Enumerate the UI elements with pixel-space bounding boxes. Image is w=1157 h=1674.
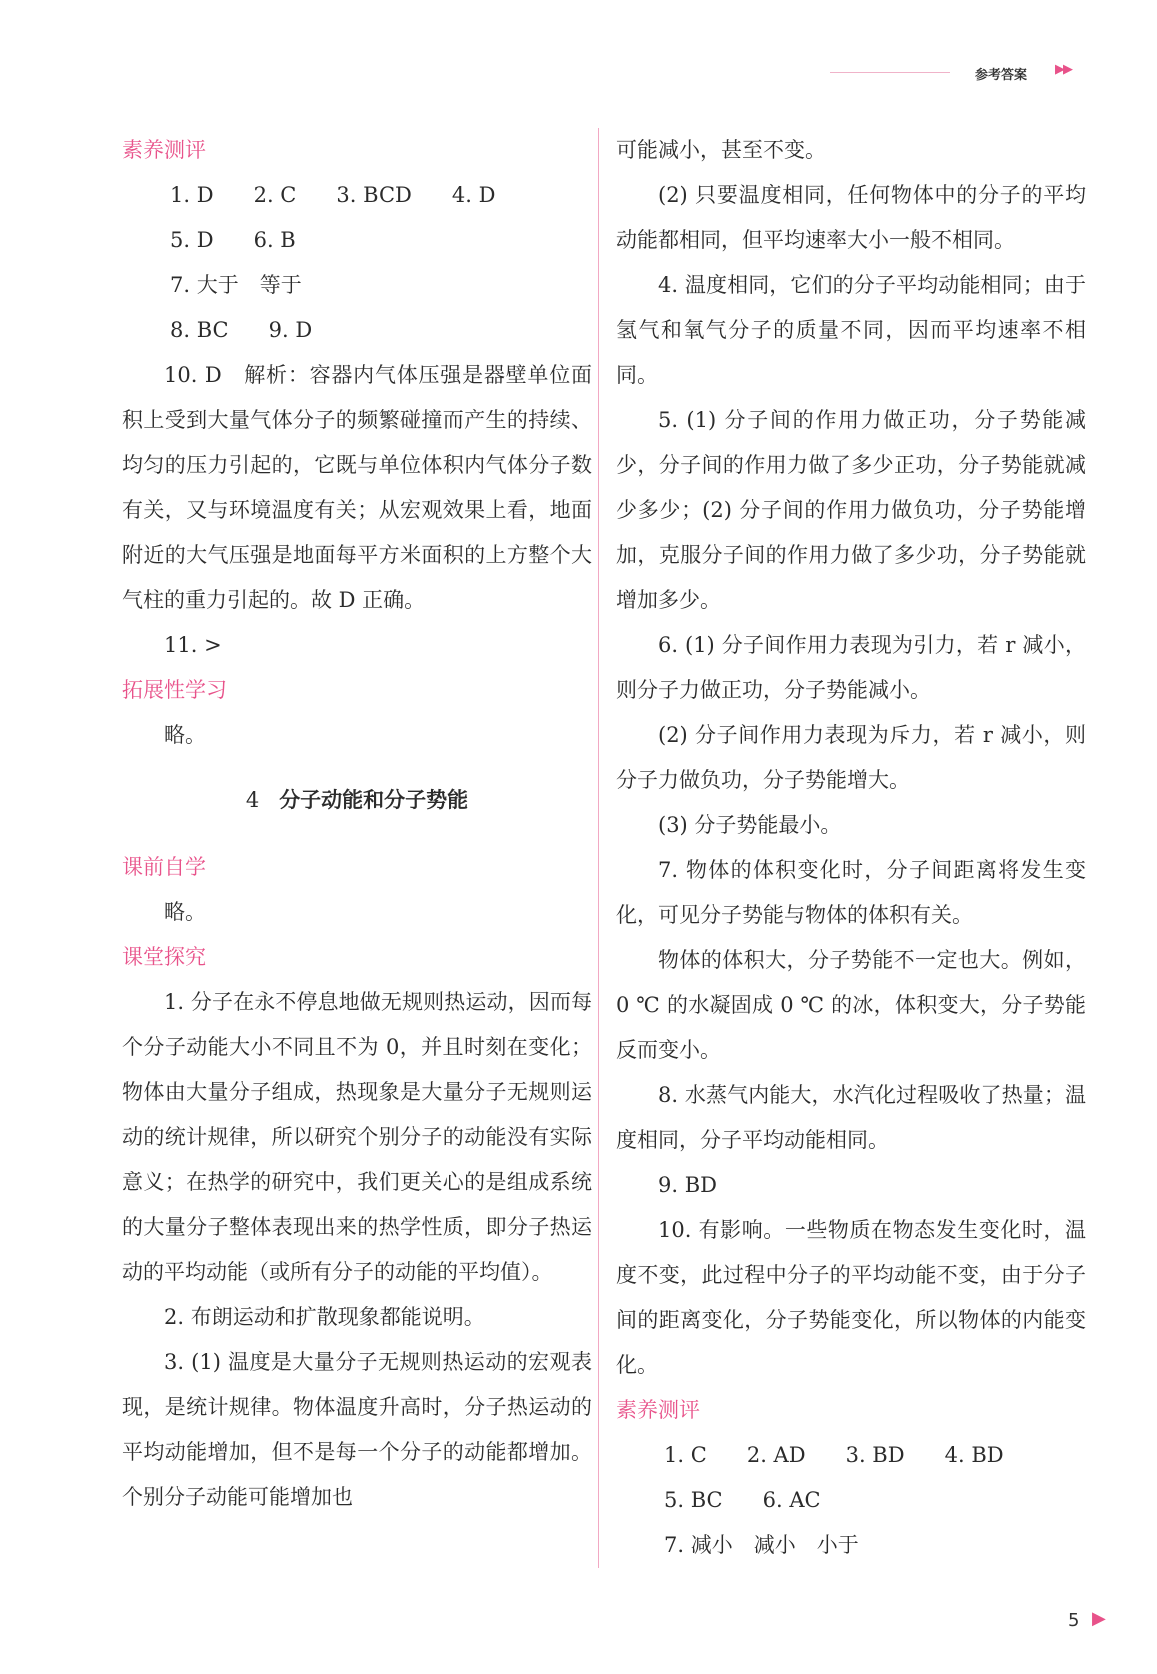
left-column bbox=[122, 128, 592, 1520]
explore-answer-4: 4. 温度相同，它们的分子平均动能相同；由于氢气和氧气分子的质量不同，因而平均速率不相同。 bbox=[616, 273, 1086, 387]
explore-answer-6-part2: (2) 分子间作用力表现为斥力，若 r 减小，则分子力做负功，分子势能增大。 bbox=[616, 723, 1086, 792]
heading-keqian-zixue: 课前自学 bbox=[122, 855, 206, 879]
section-title bbox=[122, 778, 592, 823]
explore-answer-6-part3: (3) 分子势能最小。 bbox=[658, 813, 842, 837]
answer-row: 5. D 6. B bbox=[170, 228, 296, 252]
answer-row: 7. 大于 等于 bbox=[170, 273, 302, 297]
answer-row: 7. 减小 减小 小于 bbox=[664, 1533, 859, 1557]
answer-11: 11. > bbox=[164, 633, 222, 657]
heading-ketang-tanjiu: 课堂探究 bbox=[122, 945, 206, 969]
omitted-note: 略。 bbox=[164, 723, 206, 747]
header-rule bbox=[830, 72, 950, 73]
heading-tuozhan-xuexi: 拓展性学习 bbox=[122, 678, 227, 702]
heading-suyang-ceping: 素养测评 bbox=[122, 138, 206, 162]
page-header bbox=[830, 62, 1090, 86]
explore-answer-3-part2: (2) 只要温度相同，任何物体中的分子的平均动能都相同，但平均速率大小一般不相同。 bbox=[616, 183, 1086, 252]
explore-answer-9: 9. BD bbox=[658, 1173, 717, 1197]
section-heading: 分子动能和分子势能 bbox=[279, 788, 469, 812]
explore-answer-8: 8. 水蒸气内能大，水汽化过程吸收了热量；温度相同，分子平均动能相同。 bbox=[616, 1083, 1086, 1152]
column-divider bbox=[598, 128, 599, 1568]
answer-row: 1. C 2. AD 3. BD 4. BD bbox=[664, 1443, 1004, 1467]
heading-suyang-ceping-2: 素养测评 bbox=[616, 1398, 700, 1422]
page-arrow-icon: ▶ bbox=[1092, 1608, 1106, 1629]
section-number: 4 bbox=[245, 788, 260, 812]
explore-answer-5: 5. (1) 分子间的作用力做正功，分子势能减少，分子间的作用力做了多少正功，分子势能就减少多少；(2) 分子间的作用力做负功，分子势能增加，克服分子间的作用力做了多少功，分子势能就增加多少。 bbox=[616, 408, 1086, 612]
double-arrow-icon: ▶▶ bbox=[1055, 62, 1071, 77]
header-title: 参考答案 bbox=[975, 68, 1028, 83]
page-number: 5 bbox=[1068, 1610, 1080, 1631]
omitted-note: 略。 bbox=[164, 900, 206, 924]
answer-row: 8. BC 9. D bbox=[170, 318, 313, 342]
explore-answer-2: 2. 布朗运动和扩散现象都能说明。 bbox=[164, 1305, 485, 1329]
explore-answer-7-part1: 7. 物体的体积变化时，分子间距离将发生变化，可见分子势能与物体的体积有关。 bbox=[616, 858, 1086, 927]
explore-answer-3-cont: 可能减小，甚至不变。 bbox=[616, 138, 826, 162]
explore-answer-1: 1. 分子在永不停息地做无规则热运动，因而每个分子动能大小不同且不为 0，并且时刻在变化；物体由大量分子组成，热现象是大量分子无规则运动的统计规律，所以研究个别分子的动能没有实际意义；在热学的研究中，我们更关心的是组成系统的大量分子整体表现出来的热学性质，即分子热运动的平均动能（或所有分子的动能的平均值）。 bbox=[122, 990, 592, 1284]
explore-answer-6-part1: 6. (1) 分子间作用力表现为引力，若 r 减小，则分子力做正功，分子势能减小。 bbox=[616, 633, 1086, 702]
answer-10: 10. D 解析：容器内气体压强是器壁单位面积上受到大量气体分子的频繁碰撞而产生的持续、均匀的压力引起的，它既与单位体积内气体分子数有关，又与环境温度有关；从宏观效果上看，地面附近的大气压强是地面每平方米面积的上方整个大气柱的重力引起的。故 D 正确。 bbox=[122, 363, 592, 612]
explore-answer-3: 3. (1) 温度是大量分子无规则热运动的宏观表现，是统计规律。物体温度升高时，分子热运动的平均动能增加，但不是每一个分子的动能都增加。个别分子动能可能增加也 bbox=[122, 1350, 592, 1509]
answer-row: 1. D 2. C 3. BCD 4. D bbox=[170, 183, 496, 207]
right-column bbox=[616, 128, 1086, 1568]
explore-answer-10: 10. 有影响。一些物质在物态发生变化时，温度不变，此过程中分子的平均动能不变，由于分子间的距离变化，分子势能变化，所以物体的内能变化。 bbox=[616, 1218, 1086, 1377]
explore-answer-7-part2: 物体的体积大，分子势能不一定也大。例如，0 ℃ 的水凝固成 0 ℃ 的冰，体积变大，分子势能反而变小。 bbox=[616, 948, 1086, 1062]
answer-row: 5. BC 6. AC bbox=[664, 1488, 821, 1512]
